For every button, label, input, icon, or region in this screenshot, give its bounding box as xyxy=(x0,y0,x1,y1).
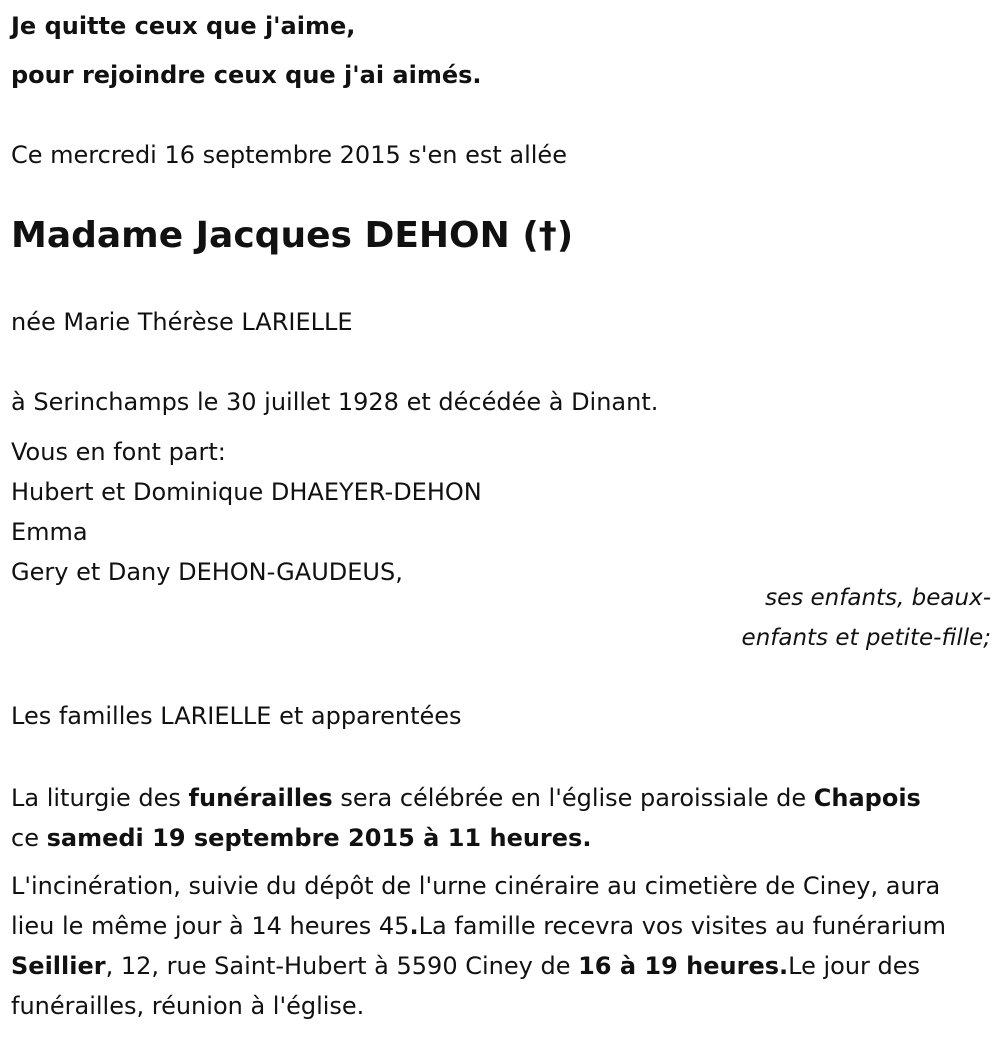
deceased-name: Madame Jacques DEHON (†) xyxy=(11,215,574,256)
relation-text: ses enfants, beaux-enfants et petite-fille; xyxy=(741,585,991,651)
announcer-name: Gery et Dany DEHON-GAUDEUS, xyxy=(11,558,403,586)
quote-line-2: pour rejoindre ceux que j'ai aimés. xyxy=(11,61,482,89)
announcers-heading: Vous en font part: xyxy=(11,438,226,466)
cremation-paragraph: L'incinération, suivie du dépôt de l'urne cinéraire au cimetière de Ciney, aura lieu le même jour à 14 heures 45.La famille recevra vos visites au funérarium Seillier, 12, rue Saint-Hubert à 5590 Ciney de 16 à 19 heures.Le jour des funérailles, réunion à l'église. xyxy=(11,872,946,1020)
birth-info: à Serinchamps le 30 juillet 1928 et décédée à Dinant. xyxy=(11,388,659,416)
intro-text: Ce mercredi 16 septembre 2015 s'en est allée xyxy=(11,141,567,169)
announcer-name: Hubert et Dominique DHAEYER-DEHON xyxy=(11,478,482,506)
families-text: Les familles LARIELLE et apparentées xyxy=(11,702,462,730)
announcer-name: Emma xyxy=(11,518,88,546)
birth-name: née Marie Thérèse LARIELLE xyxy=(11,308,353,336)
funeral-paragraph: La liturgie des funérailles sera célébrée en l'église paroissiale de Chapois ce samedi 19 septembre 2015 à 11 heures. xyxy=(11,784,921,852)
quote-line-1: Je quitte ceux que j'aime, xyxy=(11,12,356,40)
